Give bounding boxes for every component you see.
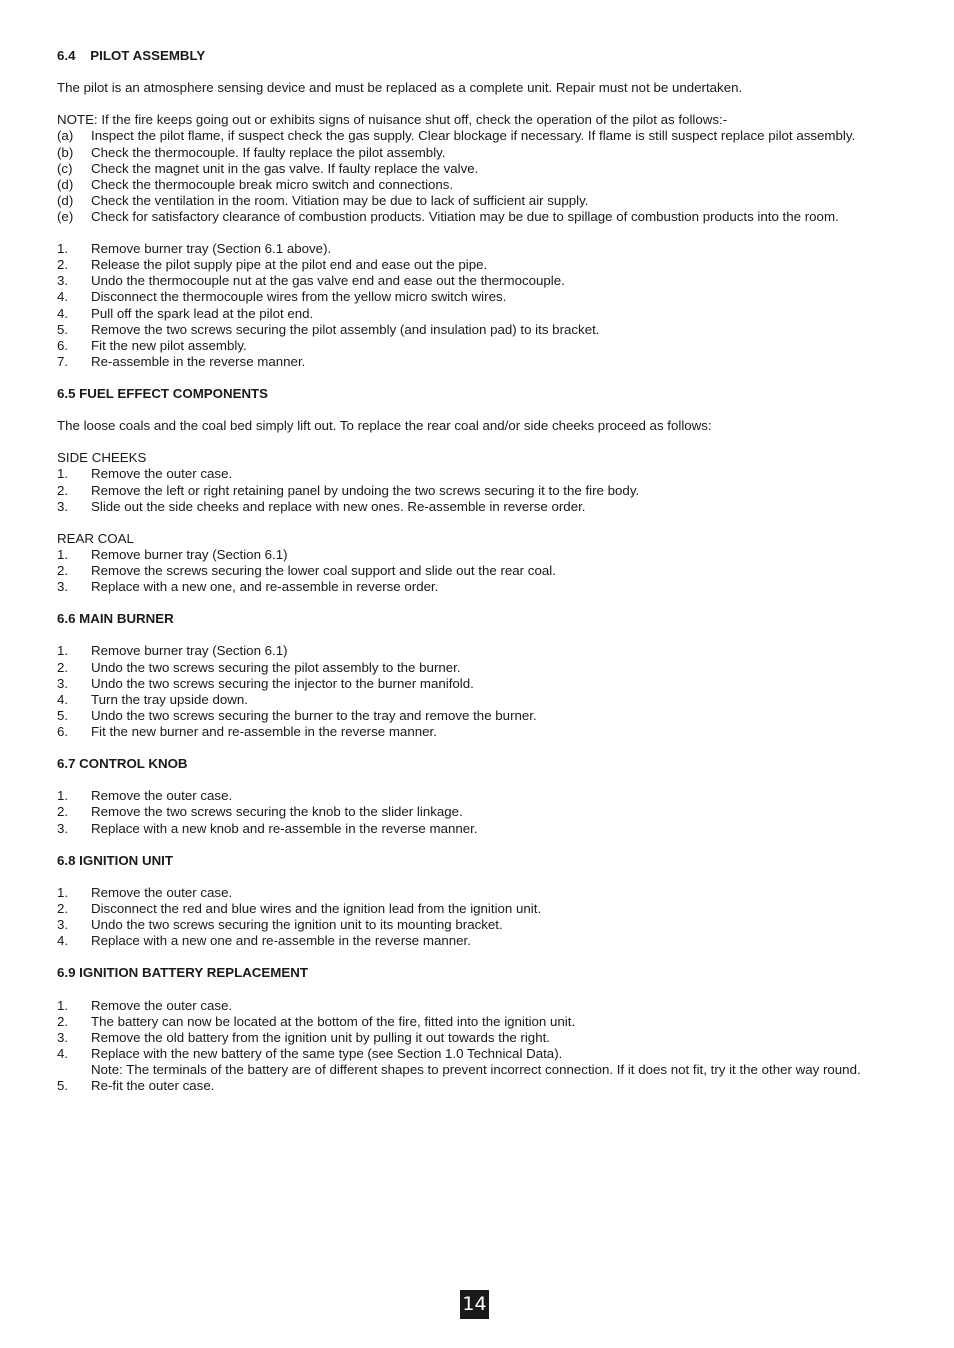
list-text: Disconnect the thermocouple wires from the yellow micro switch wires. bbox=[91, 289, 507, 305]
control-knob-list bbox=[57, 788, 887, 836]
list-marker: 4. bbox=[57, 305, 69, 321]
list-item bbox=[57, 193, 887, 209]
list-marker: 1. bbox=[57, 466, 69, 482]
list-text: Re-fit the outer case. bbox=[91, 1078, 215, 1093]
list-marker: 3. bbox=[57, 675, 69, 691]
list-item bbox=[57, 563, 887, 579]
manual-page bbox=[57, 48, 887, 1094]
list-item bbox=[57, 724, 887, 740]
list-item bbox=[57, 676, 887, 692]
list-text: Check the magnet unit in the gas valve. If faulty replace the valve. bbox=[91, 160, 479, 176]
list-item bbox=[57, 804, 887, 820]
list-item bbox=[57, 177, 887, 193]
list-text: Undo the thermocouple nut at the gas valve end and ease out the thermocouple. bbox=[91, 273, 565, 289]
list-text: Remove the outer case. bbox=[91, 466, 233, 482]
list-marker: 1. bbox=[57, 546, 69, 562]
section-heading-pilot-assembly bbox=[57, 48, 887, 64]
list-text: Remove burner tray (Section 6.1) bbox=[91, 546, 288, 562]
pilot-steps-list bbox=[57, 241, 887, 370]
list-marker: 2. bbox=[57, 257, 69, 273]
list-text: Fit the new pilot assembly. bbox=[91, 337, 247, 353]
list-marker: (b) bbox=[57, 144, 74, 160]
main-burner-list bbox=[57, 643, 887, 740]
list-item bbox=[57, 547, 887, 563]
list-item bbox=[57, 354, 887, 370]
list-text: Pull off the spark lead at the pilot end. bbox=[91, 305, 314, 321]
list-item bbox=[57, 660, 887, 676]
list-text: Remove the outer case. bbox=[91, 884, 233, 900]
list-text: Inspect the pilot flame, if suspect check the gas supply. Clear blockage if necessary. If flame is still suspect replace pilot assembly. bbox=[91, 128, 856, 144]
list-marker: 4. bbox=[57, 933, 69, 949]
list-text: Check the thermocouple. If faulty replace the pilot assembly. bbox=[91, 144, 446, 160]
list-text: Remove burner tray (Section 6.1) bbox=[91, 643, 288, 659]
list-marker: 1. bbox=[57, 997, 69, 1013]
battery-replacement-list bbox=[57, 998, 887, 1095]
list-item bbox=[57, 483, 887, 499]
list-text: Replace with a new one and re-assemble in the reverse manner. bbox=[91, 933, 471, 949]
list-marker: 1. bbox=[57, 643, 69, 659]
list-item bbox=[57, 1078, 887, 1094]
list-text: Remove the old battery from the ignition unit by pulling it out towards the right. bbox=[91, 1029, 550, 1045]
list-marker: (a) bbox=[57, 128, 74, 144]
list-marker: 6. bbox=[57, 723, 69, 739]
list-marker: 6. bbox=[57, 337, 69, 353]
list-text: Check for satisfactory clearance of combustion products. Vitiation may be due to spillage of combustion products into the room. bbox=[91, 208, 839, 224]
list-item bbox=[57, 257, 887, 273]
list-marker: 3. bbox=[57, 917, 69, 933]
section-heading-control-knob: 6.7 CONTROL KNOB bbox=[57, 756, 188, 772]
list-item bbox=[57, 499, 887, 515]
list-text: Replace with a new one, and re-assemble in reverse order. bbox=[91, 579, 439, 595]
list-marker: 3. bbox=[57, 579, 69, 595]
list-item bbox=[57, 1030, 887, 1046]
pilot-intro-paragraph: The pilot is an atmosphere sensing device and must be replaced as a complete unit. Repair must not be undertaken. bbox=[57, 80, 743, 96]
list-text: The battery can now be located at the bottom of the fire, fitted into the ignition unit. bbox=[91, 1013, 576, 1029]
list-marker: 3. bbox=[57, 820, 69, 836]
list-item bbox=[57, 643, 887, 659]
list-item bbox=[57, 788, 887, 804]
list-text: Fit the new burner and re-assemble in the reverse manner. bbox=[91, 723, 437, 739]
list-marker: 3. bbox=[57, 1029, 69, 1045]
pilot-checks-list bbox=[57, 128, 887, 225]
list-item bbox=[57, 128, 887, 144]
list-marker: 2. bbox=[57, 659, 69, 675]
list-item bbox=[57, 901, 887, 917]
list-text: Check the thermocouple break micro switch and connections. bbox=[91, 176, 454, 192]
list-marker: (d) bbox=[57, 192, 74, 208]
list-marker: 2. bbox=[57, 563, 69, 578]
list-text: Release the pilot supply pipe at the pilot end and ease out the pipe. bbox=[91, 257, 488, 273]
list-text: Remove the outer case. bbox=[91, 997, 233, 1013]
list-item bbox=[57, 917, 887, 933]
list-item bbox=[57, 145, 887, 161]
list-text: Remove burner tray (Section 6.1 above). bbox=[91, 241, 332, 257]
list-text: Remove the screws securing the lower coal support and slide out the rear coal. bbox=[91, 563, 556, 578]
side-cheeks-subheading: SIDE CHEEKS bbox=[57, 450, 147, 466]
list-item bbox=[57, 708, 887, 724]
list-marker: 2. bbox=[57, 900, 69, 916]
list-item bbox=[57, 241, 887, 257]
list-text: Remove the two screws securing the pilot assembly (and insulation pad) to its bracket. bbox=[91, 321, 600, 337]
list-marker: (d) bbox=[57, 176, 74, 192]
list-item bbox=[57, 338, 887, 354]
list-marker: 3. bbox=[57, 498, 69, 514]
list-item bbox=[57, 1014, 887, 1030]
list-item bbox=[57, 998, 887, 1014]
list-marker: 2. bbox=[57, 482, 69, 498]
list-text: Remove the outer case. bbox=[91, 788, 233, 804]
list-item bbox=[57, 933, 887, 949]
list-item bbox=[57, 692, 887, 708]
rear-coal-list bbox=[57, 547, 887, 595]
list-text: Undo the two screws securing the ignition unit to its mounting bracket. bbox=[91, 917, 503, 933]
ignition-unit-list bbox=[57, 885, 887, 949]
list-text: Replace with the new battery of the same type (see Section 1.0 Technical Data). bbox=[91, 1045, 563, 1061]
rear-coal-subheading: REAR COAL bbox=[57, 530, 134, 546]
list-marker: 4. bbox=[57, 289, 69, 305]
list-item bbox=[57, 273, 887, 289]
pilot-note-paragraph: NOTE: If the fire keeps going out or exhibits signs of nuisance shut off, check the operation of the pilot as follows:- bbox=[57, 112, 728, 128]
list-marker: 4. bbox=[57, 691, 69, 707]
list-text: Turn the tray upside down. bbox=[91, 691, 248, 707]
list-marker: 3. bbox=[57, 273, 69, 289]
list-item bbox=[57, 885, 887, 901]
list-marker: 2. bbox=[57, 804, 69, 820]
list-marker: (c) bbox=[57, 160, 73, 176]
list-item-note bbox=[57, 1062, 887, 1078]
list-item bbox=[57, 161, 887, 177]
list-item bbox=[57, 466, 887, 482]
section-number: 6.4 bbox=[57, 48, 76, 63]
list-item bbox=[57, 1046, 887, 1062]
list-item bbox=[57, 322, 887, 338]
list-item bbox=[57, 821, 887, 837]
list-marker: 5. bbox=[57, 707, 69, 723]
list-text: Undo the two screws securing the injector to the burner manifold. bbox=[91, 675, 474, 691]
page-number: 14 bbox=[460, 1290, 489, 1319]
list-marker: 5. bbox=[57, 1078, 69, 1093]
list-marker: 1. bbox=[57, 241, 69, 257]
list-text: Slide out the side cheeks and replace with new ones. Re-assemble in reverse order. bbox=[91, 498, 586, 514]
section-heading-main-burner: 6.6 MAIN BURNER bbox=[57, 611, 174, 627]
list-item bbox=[57, 579, 887, 595]
list-item bbox=[57, 289, 887, 305]
list-text: Check the ventilation in the room. Vitiation may be due to lack of sufficient air supply. bbox=[91, 192, 589, 208]
list-marker: 2. bbox=[57, 1013, 69, 1029]
list-marker: 5. bbox=[57, 321, 69, 337]
list-text: Disconnect the red and blue wires and the ignition lead from the ignition unit. bbox=[91, 900, 542, 916]
list-item bbox=[57, 306, 887, 322]
list-text: Remove the two screws securing the knob to the slider linkage. bbox=[91, 804, 463, 820]
section-heading-ignition-unit: 6.8 IGNITION UNIT bbox=[57, 852, 173, 868]
section-heading-fuel-effect: 6.5 FUEL EFFECT COMPONENTS bbox=[57, 385, 269, 401]
side-cheeks-list bbox=[57, 466, 887, 514]
list-text: Note: The terminals of the battery are of different shapes to prevent incorrect connection. If it does not fit, try it the other way round. bbox=[91, 1061, 861, 1077]
section-heading-battery-replacement: 6.9 IGNITION BATTERY REPLACEMENT bbox=[57, 965, 308, 981]
list-text: Undo the two screws securing the pilot assembly to the burner. bbox=[91, 659, 461, 675]
list-text: Re-assemble in the reverse manner. bbox=[91, 353, 306, 369]
list-marker: 1. bbox=[57, 884, 69, 900]
list-text: Undo the two screws securing the burner to the tray and remove the burner. bbox=[91, 707, 537, 723]
section-title: PILOT ASSEMBLY bbox=[90, 48, 206, 63]
list-text: Remove the left or right retaining panel by undoing the two screws securing it to the fire body. bbox=[91, 482, 640, 498]
list-marker: 4. bbox=[57, 1045, 69, 1061]
list-marker: 7. bbox=[57, 353, 69, 369]
list-marker bbox=[57, 1062, 91, 1078]
fuel-effect-intro: The loose coals and the coal bed simply lift out. To replace the rear coal and/or side cheeks proceed as follows: bbox=[57, 418, 712, 434]
list-marker: (e) bbox=[57, 208, 74, 224]
list-text: Replace with a new knob and re-assemble in the reverse manner. bbox=[91, 820, 478, 836]
list-marker: 1. bbox=[57, 788, 69, 804]
list-item bbox=[57, 209, 887, 225]
